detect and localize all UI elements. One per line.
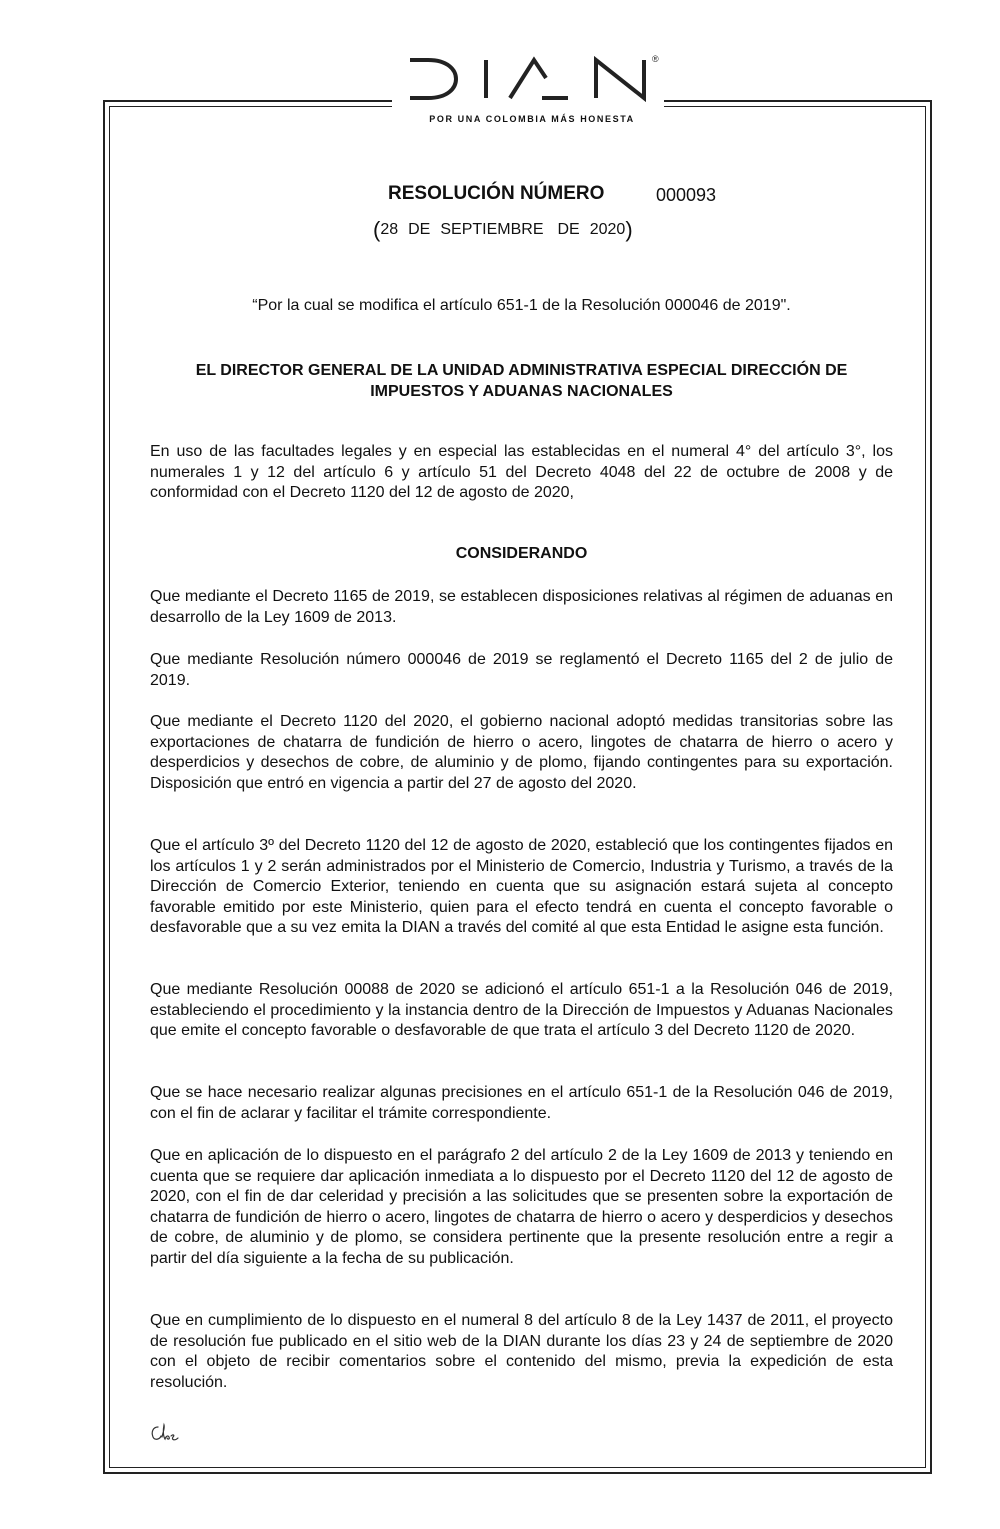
date-month: SEPTIEMBRE [440, 221, 544, 238]
resolution-title: RESOLUCIÓN NÚMERO [388, 183, 605, 204]
issuing-authority: EL DIRECTOR GENERAL DE LA UNIDAD ADMINISTRATIVA ESPECIAL DIRECCIÓN DE IMPUESTOS Y ADUANAS NACIONALES [195, 362, 848, 400]
considerando-paragraph: Que mediante el Decreto 1120 del 2020, el gobierno nacional adoptó medidas transitorias sobre las exportaciones de chatarra de fundición de hierro o acero, lingotes de chatarra de hierro o acero y desperdicios y desechos de cobre, de aluminio y de plomo, fijando contingentes para su exportación. Disposición que entró en vigencia a partir del 27 de agosto del 2020. [150, 713, 893, 792]
resolution-subject: “Por la cual se modifica el artículo 651-1 de la Resolución 000046 de 2019". [252, 297, 791, 314]
considerando-paragraph: Que el artículo 3º del Decreto 1120 del 12 de agosto de 2020, estableció que los contingentes fijados en los artículos 1 y 2 serán administrados por el Ministerio de Comercio, Industria y Turismo, a través de la Dirección de Comercio Exterior, teniendo en cuenta que su asignación estará sujeta al concepto favorable emitido por este Ministerio, quien para el efecto tendrá en cuenta el concepto favorable o desfavorable que a su vez emita la DIAN a través del comité al que esta Entidad le asigne esta función. [150, 837, 893, 937]
date-de-1: DE [408, 221, 431, 238]
considerando-paragraph: Que mediante Resolución número 000046 de 2019 se reglamentó el Decreto 1165 del 2 de julio de 2019. [150, 651, 893, 689]
resolution-number: 000093 [656, 185, 717, 205]
date-close-paren: ) [625, 217, 633, 242]
considerando-paragraph: Que se hace necesario realizar algunas precisiones en el artículo 651-1 de la Resolución 046 de 2019, con el fin de aclarar y facilitar el trámite correspondiente. [150, 1084, 893, 1122]
logo-tagline: POR UNA COLOMBIA MÁS HONESTA [429, 114, 635, 124]
dian-logo [400, 52, 664, 132]
legal-powers-paragraph: En uso de las facultades legales y en especial las establecidas en el numeral 4° del artículo 3°, los numerales 1 y 12 del artículo 6 y artículo 51 del Decreto 4048 del 22 de octubre de 2008 y de conformidad con el Decreto 1120 del 12 de agosto de 2020, [150, 443, 893, 502]
date-de-2: DE [557, 221, 580, 238]
considerando-paragraph: Que en cumplimiento de lo dispuesto en el numeral 8 del artículo 8 de la Ley 1437 de 2011, el proyecto de resolución fue publicado en el sitio web de la DIAN durante los días 23 y 24 de septiembre de 2020 con el objeto de recibir comentarios sobre el contenido del mismo, previa la expedición de esta resolución. [150, 1312, 893, 1391]
date-year: 2020 [589, 221, 626, 238]
resolution-date [373, 219, 633, 241]
considerando-heading: CONSIDERANDO [455, 545, 588, 562]
date-day: 28 [380, 221, 399, 238]
considerando-paragraph: Que en aplicación de lo dispuesto en el parágrafo 2 del artículo 2 de la Ley 1609 de 2013 y teniendo en cuenta que se requiere dar aplicación inmediata a lo dispuesto por el Decreto 1120 del 12 de agosto de 2020, con el fin de dar celeridad y precisión a las solicitudes que se presenten sobre la exportación de chatarra de fundición de hierro o acero, lingotes de chatarra de hierro o acero y desperdicios y desechos de cobre, de aluminio y de plomo, se considera pertinente que la presente resolución entre a regir a partir del día siguiente a la fecha de su publicación. [150, 1147, 893, 1267]
dian-wordmark [406, 56, 652, 102]
initials-signature [150, 1422, 180, 1444]
considerando-paragraph: Que mediante Resolución 00088 de 2020 se adicionó el artículo 651-1 a la Resolución 046 de 2019, estableciendo el procedimiento y la instancia dentro de la Dirección de Impuestos y Aduanas Nacionales que emite el concepto favorable o desfavorable de que trata el artículo 3 del Decreto 1120 de 2020. [150, 981, 893, 1040]
handwritten-initials [150, 1422, 180, 1449]
registered-mark: ® [652, 54, 659, 64]
date-open-paren: ( [373, 217, 381, 242]
considerando-paragraph: Que mediante el Decreto 1165 de 2019, se establecen disposiciones relativas al régimen de aduanas en desarrollo de la Ley 1609 de 2013. [150, 588, 893, 626]
